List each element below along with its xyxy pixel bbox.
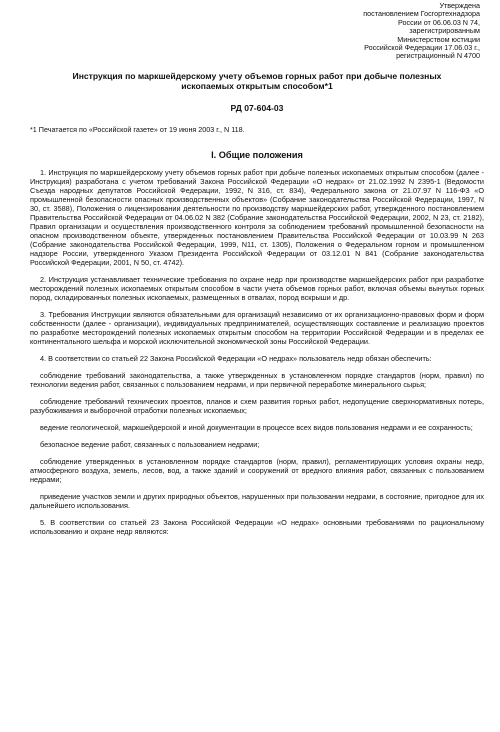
approval-line: Министерством юстиции: [397, 34, 480, 44]
paragraph: 3. Требования Инструкции являются обязательными для организаций независимо от их организационно-правовых форм и форм собственности (далее - организации), индивидуальных предпринимателей, осуществляющих составление и реализацию проектов по разработке месторождений полезных ископаемых открытым способом на территории Российской Федерации и в пределах ее континентального шельфа и морской исключительной экономической зоны Российской Федерации.: [30, 309, 484, 346]
document-title: Инструкция по маркшейдерскому учету объемов горных работ при добыче полезных ископаемых открытым способом*1: [72, 70, 442, 91]
paragraph: соблюдение требований законодательства, а также утвержденных в установленном порядке стандартов (норм, правил) по технологии ведения работ, связанных с пользованием недрами, и при первичной переработке минерального сырья;: [30, 370, 484, 389]
approval-line: регистрационный N 4700: [396, 51, 480, 61]
approval-block: [30, 2, 484, 61]
paragraph: 4. В соответствии со статьей 22 Закона Российской Федерации «О недрах» пользователь недр обязан обеспечить:: [40, 353, 432, 363]
approval-line: постановлением Госгортехнадзора: [363, 9, 480, 19]
paragraph: ведение геологической, маркшейдерской и иной документации в процессе всех видов пользования недрами и ее сохранность;: [40, 422, 473, 432]
approval-line: зарегистрированным: [409, 26, 480, 36]
paragraph: соблюдение требований технических проектов, планов и схем развития горных работ, недопущение сверхнормативных потерь, разубоживания и выборочной отработки полезных ископаемых;: [30, 396, 484, 415]
approval-line: Утверждена: [439, 1, 480, 10]
paragraph: приведение участков земли и других природных объектов, нарушенных при пользовании недрами, в состояние, пригодное для их дальнейшего использования.: [30, 491, 484, 510]
section-heading: I. Общие положения: [211, 149, 303, 160]
footnote: *1 Печатается по «Российской газете» от 19 июня 2003 г., N 118.: [30, 124, 245, 134]
paragraph: соблюдение утвержденных в установленном порядке стандартов (норм, правил), регламентирующих условия охраны недр, атмосферного воздуха, земель, лесов, вод, а также зданий и сооружений от вредного влияния работ, связанных с пользованием недрами;: [30, 456, 484, 484]
document-code: РД 07-604-03: [230, 102, 284, 113]
approval-line: Российской Федерации 17.06.03 г.,: [364, 43, 480, 53]
paragraph: 1. Инструкция по маркшейдерскому учету объемов горных работ при добыче полезных ископаемых открытым способом (далее - Инструкция) разработана с учетом требований Закона Российской Федерации «О недрах» от 21.02.1992 N 2395-1 (Ведомости Съезда народных депутатов Российской Федерации, 1992, N 316, ст. 834), Федерального закона от 21.07.97 N 116-ФЗ «О промышленной безопасности опасных производственных объектов» (Собрание законодательства Российской Федерации, 1997, N 30, ст. 3588), Положения о лицензировании деятельности по производству маркшейдерских работ, утвержденного постановлением Правительства Российской Федерации от 04.06.02 N 382 (Собрание законодательства Российской Федерации, 2002, N 23, ст. 2182), Правил организации и осуществления производственного контроля за соблюдением требований промышленной безопасности на опасном производственном объекте, утвержденных постановлением Правительства Российской Федерации от 10.03.99 N 263 (Собрание законодательства Российской Федерации, 1999, N11, ст. 1305), Положения о Федеральном горном и промышленном надзоре России, утвержденного Указом Президента Российской Федерации от 03.12.01 N 841 (Собрание законодательства Российской Федерации, 2001, N 50, ст. 4742).: [30, 167, 484, 267]
approval-line: России от 06.06.03 N 74,: [398, 17, 480, 27]
section-body: [30, 168, 484, 536]
paragraph: 2. Инструкция устанавливает технические требования по охране недр при производстве маркшейдерских работ при разработке месторождений полезных ископаемых открытым способом в части учета объемов горных работ, включая объемы вынутых горных пород, складированных полезных ископаемых, размещенных в отвалах, пород вскрыши и др.: [30, 274, 484, 302]
paragraph: безопасное ведение работ, связанных с пользованием недрами;: [40, 439, 260, 449]
paragraph: 5. В соответствии со статьей 23 Закона Российской Федерации «О недрах» основными требованиями по рациональному использованию и охране недр являются:: [30, 517, 484, 536]
